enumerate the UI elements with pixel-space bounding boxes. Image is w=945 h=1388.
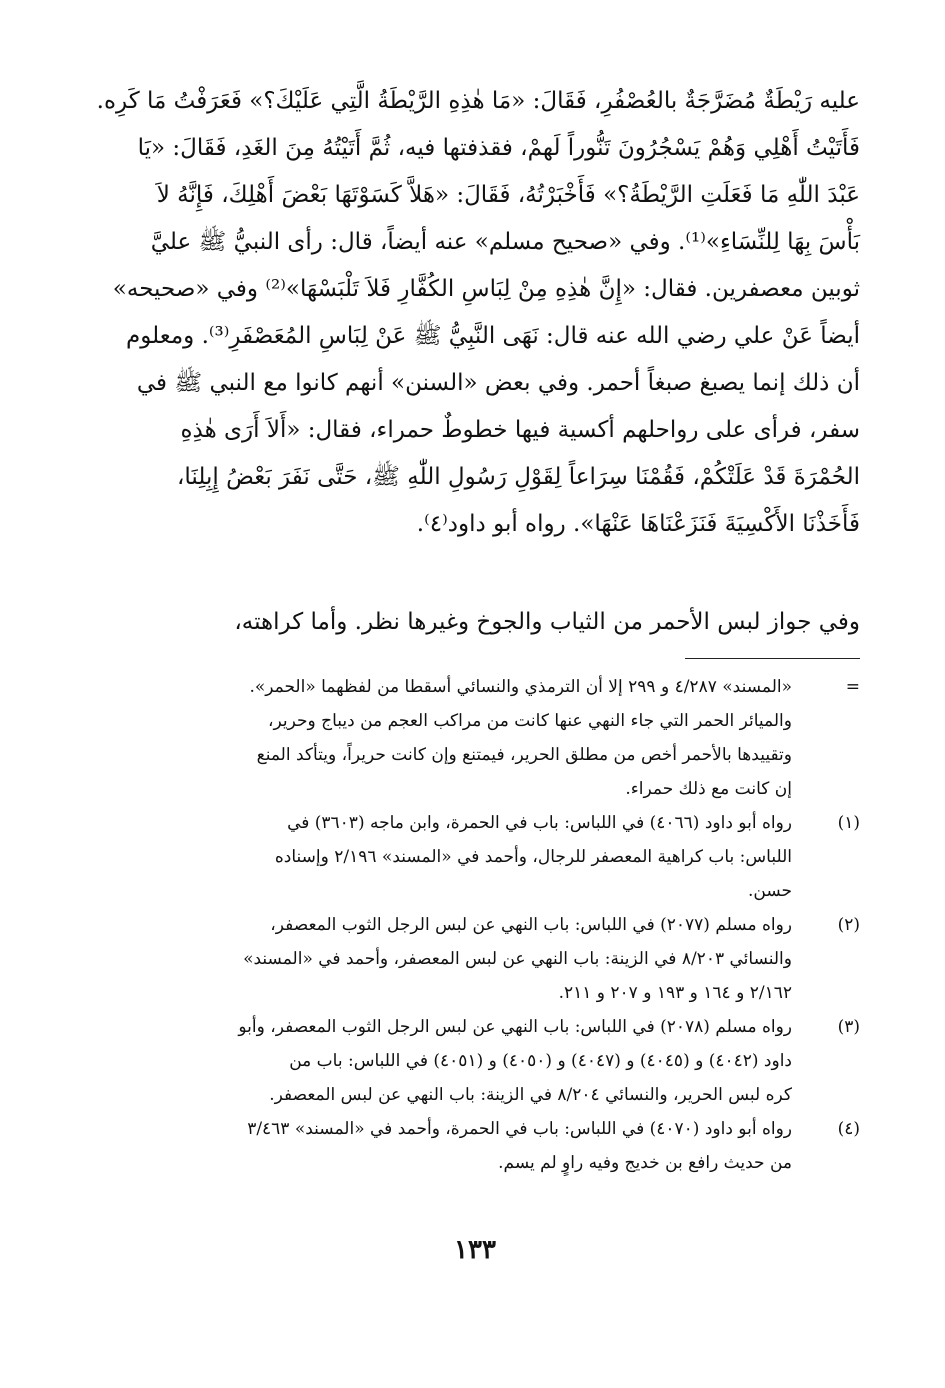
footnote-marker: =	[845, 677, 860, 697]
footnote-line: داود (٤٠٤٢) و (٤٠٤٥) و (٤٠٤٧) و (٤٠٥٠) و (٤٠٥١) في اللباس: باب من	[289, 1051, 792, 1071]
footnote-4	[150, 1112, 860, 1180]
footnote-line: رواه مسلم (٢٠٧٨) في اللباس: باب النهي عن لبس الرجل الثوب المعصفر، وأبو	[238, 1017, 792, 1037]
footnote-line: والنسائي ٨/٢٠٣ في الزينة: باب النهي عن لبس المعصفر، وأحمد في «المسند»	[243, 949, 792, 969]
footnote-line: وتقييدها بالأحمر أخص من مطلق الحرير، فيمتنع وإن كانت حريراً، ويتأكد المنع	[256, 745, 792, 765]
main-text-line: أن ذلك إنما يصبغ صبغاً أحمر. وفي بعض «السنن» أنهم كانوا مع النبي ﷺ في	[136, 370, 860, 396]
main-text-line: فَأَتَيْتُ أَهْلِي وَهُمْ يَسْجُرُونَ تَنُّوراً لَهمْ، فقذفتها فيه، ثُمَّ أَتَيْتُهُ مِنَ الغَدِ، فَقَالَ: «يَا	[137, 135, 860, 161]
footnote-line: ٢/١٦٢ و ١٦٤ و ١٩٣ و ٢٠٧ و ٢١١.	[558, 983, 792, 1003]
footnote-line: رواه أبو داود (٤٠٦٦) في اللباس: باب في الحمرة، وابن ماجه (٣٦٠٣) في	[287, 813, 792, 833]
main-text-line: أيضاً عَنْ علي رضي الله عنه قال: نَهَى النَّبِيُّ ﷺ عَنْ لِبَاسِ المُعَصْفَرِ⁽³⁾. ومعلوم	[126, 323, 860, 349]
footnote-line: إن كانت مع ذلك حمراء.	[625, 779, 792, 799]
footnotes-block	[150, 670, 860, 1180]
footnote-1	[150, 806, 860, 908]
footnote-line: رواه مسلم (٢٠٧٧) في اللباس: باب النهي عن لبس الرجل الثوب المعصفر،	[270, 915, 792, 935]
footnote-line: اللباس: باب كراهية المعصفر للرجال، وأحمد في «المسند» ٢/١٩٦ وإسناده	[274, 847, 792, 867]
footnote-separator	[685, 658, 860, 659]
footnote-3	[150, 1010, 860, 1112]
main-text-line: عليه رَيْطَةٌ مُضَرَّجَةٌ بالعُصْفُرِ، فَقَالَ: «مَا هٰذِهِ الرَّيْطَةُ الَّتِي عَلَيْكَ؟» فَعَرَفْتُ مَا كَرِه.	[96, 88, 860, 114]
footnote-marker: (١)	[837, 813, 860, 833]
main-text-block	[96, 78, 860, 548]
footnote-line: رواه أبو داود (٤٠٧٠) في اللباس: باب في الحمرة، وأحمد في «المسند» ٣/٤٦٣	[247, 1119, 792, 1139]
main-text-line: الحُمْرَةَ قَدْ عَلَتْكُمْ، فَقُمْنَا سِرَاعاً لِقَوْلِ رَسُولِ اللّٰهِ ﷺ، حَتَّى نَفَرَ بَعْضُ إِبِلِنَا،	[176, 464, 860, 490]
page-number: ١٣٣	[454, 1235, 496, 1265]
main-text-line: بَأْسَ بِهَا لِلنِّسَاءِ»⁽¹⁾. وفي «صحيح مسلم» عنه أيضاً، قال: رأى النبيُّ ﷺ عليَّ	[150, 229, 860, 255]
footnote-line: من حديث رافع بن خديج وفيه راوٍ لم يسم.	[498, 1153, 792, 1173]
footnote-continuation	[150, 670, 860, 806]
footnote-line: كره لبس الحرير، والنسائي ٨/٢٠٤ في الزينة: باب النهي عن لبس المعصفر.	[269, 1085, 792, 1105]
footnote-line: حسن.	[747, 881, 792, 901]
footnote-marker: (٢)	[837, 915, 860, 935]
main-text-line: عَبْدَ اللّٰهِ مَا فَعَلَتِ الرَّيْطَةُ؟» فَأَخْبَرْتُهُ، فَقَالَ: «هَلاَّ كَسَوْتَهَا بَعْضَ أَهْلِكَ، فَإِنَّهُ لاَ	[156, 182, 860, 208]
footnote-marker: (٣)	[837, 1017, 860, 1037]
main-text-line: فَأَخَذْنَا الأَكْسِيَةَ فَنَزَعْنَاهَا عَنْهَا». رواه أبو داود⁽٤⁾.	[416, 511, 860, 537]
closing-paragraph-line: وفي جواز لبس الأحمر من الثياب والجوخ وغيرها نظر. وأما كراهته،	[234, 609, 860, 635]
footnote-line: «المسند» ٤/٢٨٧ و ٢٩٩ إلا أن الترمذي والنسائي أسقطا من لفظهما «الحمر».	[249, 677, 792, 697]
main-text-line: سفر، فرأى على رواحلهم أكسية فيها خطوطٌ حمراء، فقال: «أَلاَ أَرَى هٰذِهِ	[180, 417, 860, 443]
footnote-line: والميائر الحمر التي جاء النهي عنها كانت من مراكب العجم من ديباج وحرير،	[268, 711, 792, 731]
main-text-line: ثوبين معصفرين. فقال: «إِنَّ هٰذِهِ مِنْ لِبَاسِ الكُفَّارِ فَلاَ تَلْبَسْهَا»⁽²⁾ وفي «صحيحه»	[112, 276, 860, 302]
footnote-2	[150, 908, 860, 1010]
footnote-marker: (٤)	[837, 1119, 860, 1139]
